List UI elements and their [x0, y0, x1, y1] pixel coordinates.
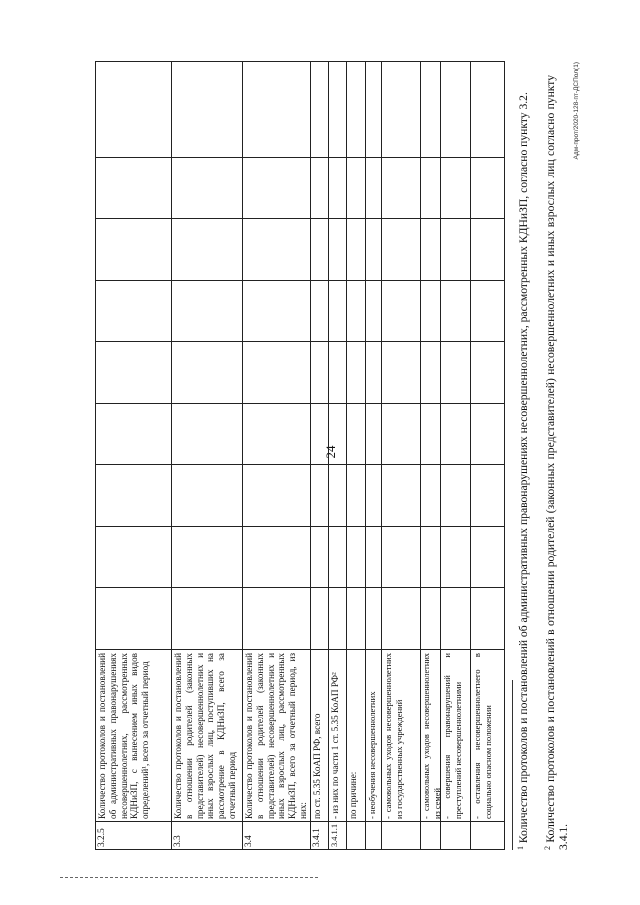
row-number: 3.4.1 — [312, 828, 322, 847]
row-label: - из них по части 1 ст. 5.35 КоАП РФ² — [330, 672, 340, 819]
col-border — [95, 587, 505, 588]
table-border-bottom — [504, 61, 505, 850]
footnote-mark: 2 — [543, 846, 552, 850]
row-label: - самовольных уходов несовершеннолетних из семей — [422, 653, 442, 819]
row-number: 3.4 — [244, 835, 254, 847]
footnote-mark: 1 — [516, 846, 525, 850]
footnote-separator — [512, 680, 513, 850]
col-border — [95, 157, 505, 158]
col-border — [95, 403, 505, 404]
row-label: - оставления несовершеннолетнего в социально опасном положении — [472, 653, 493, 819]
row-label: Количество протоколов и постановлений в отношении родителей (законных представителей) несовершеннолетних и иных взрослых лиц, рассмотренных КДНиЗП, всего за отчетный период, из них: — [244, 653, 308, 819]
row-label: Количество протоколов и постановлений об административных правонарушениях несовершеннолетних, рассмотренных КДНиЗП, с вынесением иных видов определений¹, всего за отчетный период — [97, 653, 151, 819]
row-label: по ст. 5.35 КоАП РФ, всего — [312, 713, 322, 819]
footnote-text: Количество протоколов и постановлений в отношении родителей (законных представителей) несовершеннолетних и иных взрослых лиц согласно пункту 3.4.1. — [544, 75, 571, 850]
footnote-2 — [544, 75, 570, 850]
row-number: 3.2.5 — [97, 828, 107, 847]
row-number: 3.4.1.1 — [330, 823, 339, 847]
col-border — [95, 341, 505, 342]
col-border — [95, 526, 505, 527]
data-table — [95, 61, 505, 850]
footnote-1 — [517, 75, 530, 850]
col-border — [95, 218, 505, 219]
document-code: Адм-прот/2020-128-пт-ДСПол(1) — [573, 62, 580, 160]
row-label: - самовольных уходов несовершеннолетних из государственных учреждений — [383, 653, 404, 819]
row-number — [470, 822, 504, 850]
page-number: 24 — [323, 445, 338, 459]
col-border — [95, 464, 505, 465]
row-number — [381, 822, 420, 850]
row-number — [346, 822, 365, 850]
row-label: - совершения правонарушений и преступлений несовершеннолетними — [442, 653, 463, 819]
footnote-text: Количество протоколов и постановлений об административных правонарушениях несовершеннолетних, рассмотренных КДНиЗП, согласно пункту 3.2. — [517, 92, 530, 844]
row-number — [420, 822, 440, 850]
col-border — [95, 61, 505, 62]
scan-artifact-line — [60, 877, 318, 878]
row-label: Количество протоколов и постановлений в отношении родителей (законных представителей) несовершеннолетних и иных взрослых лиц, поступивших на рассмотрение в КДНиЗП, всего за отчетный период — [173, 653, 237, 819]
col-border — [95, 280, 505, 281]
row-label: по причине: — [348, 771, 358, 819]
row-number: 3.3 — [173, 835, 183, 847]
row-label: - необучения несовершеннолетних — [367, 691, 377, 819]
rotated-page-content — [95, 60, 580, 850]
row-number — [365, 822, 381, 850]
row-number — [440, 822, 470, 850]
